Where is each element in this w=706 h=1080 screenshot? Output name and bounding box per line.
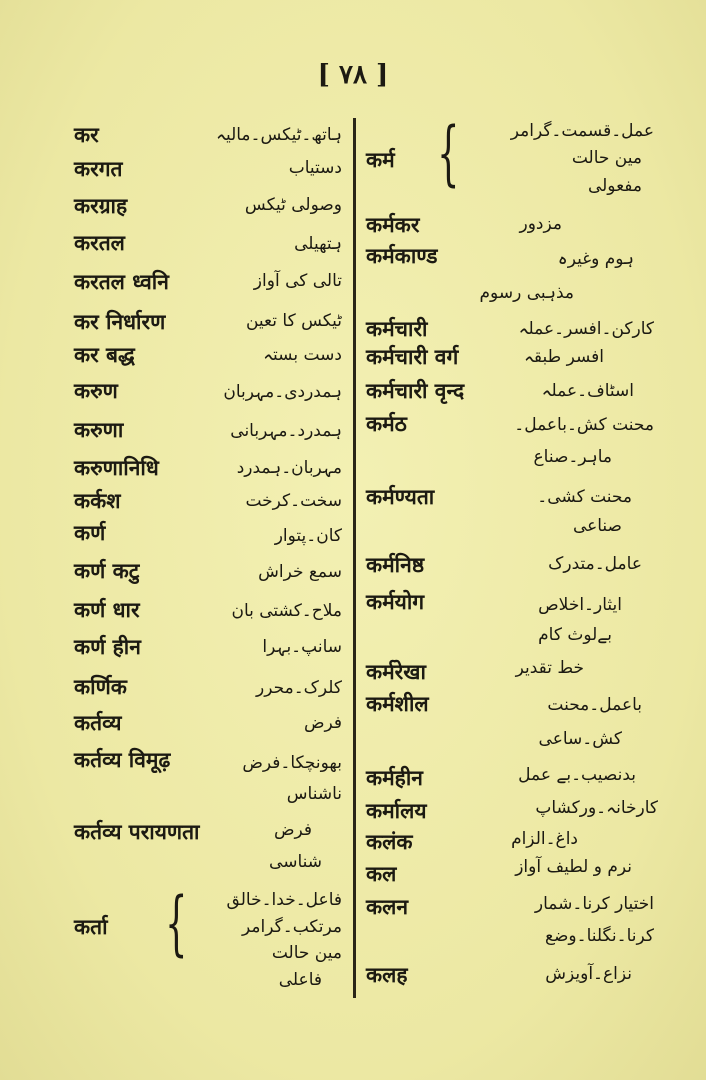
- entry-urdu: محنت کشی۔: [537, 487, 632, 507]
- entry-hindi: कलन: [366, 895, 409, 919]
- entry-urdu: سخت۔کرخت: [245, 491, 342, 511]
- entry-urdu: ہتھیلی: [294, 234, 342, 254]
- entry-urdu-continued: مذہبی رسوم: [479, 283, 574, 303]
- entry-urdu: کارکن۔افسر۔عملہ: [518, 319, 654, 339]
- entry-urdu-continued: کرنا۔نگلنا۔وضع: [544, 926, 654, 946]
- entry-urdu: ہمدردی۔مہربان: [223, 382, 342, 402]
- entry-urdu: ہاتھ۔ٹیکس۔مالیہ: [215, 125, 342, 145]
- entry-urdu-continued: مین حالت: [271, 943, 342, 963]
- entry-urdu: مہربان۔ہمدرد: [236, 458, 342, 478]
- entry-urdu: سانپ۔بہرا: [262, 637, 342, 657]
- entry-urdu: تالی کی آواز: [253, 271, 342, 291]
- entry-urdu: نزاع۔آویزش: [545, 964, 632, 984]
- entry-hindi: कर्तव्य परायणता: [74, 820, 200, 844]
- entry-hindi: कर्मठ: [366, 412, 407, 436]
- entry-urdu: داغ۔الزام: [511, 829, 578, 849]
- entry-urdu: اسٹاف۔عملہ: [541, 381, 634, 401]
- grouping-brace: {: [437, 112, 460, 194]
- column-divider: [353, 118, 356, 998]
- entry-hindi: करुणा: [74, 418, 124, 442]
- entry-urdu: دست بستہ: [263, 345, 342, 365]
- entry-urdu: مزدور: [519, 214, 562, 234]
- entry-hindi: कर्मयोग: [366, 590, 425, 614]
- entry-urdu: کان۔پتوار: [274, 526, 342, 546]
- grouping-brace: {: [165, 882, 188, 964]
- entry-hindi: कर्मचारी: [366, 317, 428, 341]
- entry-urdu-continued: ناشناس: [286, 784, 342, 804]
- entry-urdu: محنت کش۔باعمل۔: [514, 415, 654, 435]
- entry-urdu: کلرک۔محرر: [256, 678, 342, 698]
- entry-urdu-continued: فاعلی: [278, 970, 322, 990]
- entry-urdu-continued: شناسی: [269, 852, 322, 872]
- entry-hindi: करग्राह: [74, 194, 128, 218]
- entry-hindi: कर्ता: [74, 915, 108, 939]
- entry-urdu: باعمل۔محنت: [547, 695, 642, 715]
- entry-urdu: دستیاب: [288, 158, 342, 178]
- entry-hindi: कर्मण्यता: [366, 485, 435, 509]
- entry-hindi: कर्मशील: [366, 692, 429, 716]
- entry-urdu: ہوم وغیرہ: [557, 249, 634, 269]
- entry-hindi: कलंक: [366, 830, 413, 854]
- entry-hindi: करुणानिधि: [74, 456, 159, 480]
- entry-hindi: कर्मरेखा: [366, 660, 426, 684]
- entry-hindi: कर्मचारी वर्ग: [366, 345, 459, 369]
- entry-hindi: कर्तव्य विमूढ़: [74, 748, 171, 772]
- entry-urdu: عمل۔قسمت۔گرامر: [510, 121, 654, 141]
- entry-urdu: وصولی ٹیکس: [244, 195, 342, 215]
- entry-hindi: करुण: [74, 379, 118, 403]
- entry-urdu: کارخانہ۔ورکشاپ: [535, 798, 658, 818]
- entry-hindi: कर्तव्य: [74, 711, 122, 735]
- entry-urdu: ہمدرد۔مہربانی: [230, 421, 342, 441]
- entry-hindi: कर निर्धारण: [74, 310, 166, 334]
- entry-urdu-continued: صناعی: [572, 516, 622, 536]
- entry-urdu-continued: مرتکب۔گرامر: [242, 917, 342, 937]
- entry-hindi: कर्कश: [74, 489, 121, 513]
- entry-urdu: اختیار کرنا۔شمار: [534, 894, 654, 914]
- entry-hindi: करतल: [74, 231, 125, 255]
- entry-hindi: कर्णिक: [74, 675, 127, 699]
- entry-urdu: سمع خراش: [258, 562, 342, 582]
- entry-hindi: कर्मकाण्ड: [366, 244, 438, 268]
- entry-hindi: कर्मनिष्ठ: [366, 553, 425, 577]
- entry-urdu-continued: مفعولی: [587, 176, 642, 196]
- entry-urdu: بھونچکا۔فرض: [242, 753, 342, 773]
- entry-hindi: कर्ण हीन: [74, 635, 141, 659]
- entry-urdu: عامل۔متدرک: [548, 554, 642, 574]
- entry-hindi: कर्मालय: [366, 799, 427, 823]
- entry-hindi: कर्ण धार: [74, 598, 140, 622]
- entry-urdu: فاعل۔خدا۔خالق: [226, 890, 342, 910]
- entry-hindi: कर्ण: [74, 521, 106, 545]
- entry-urdu: نرم و لطیف آواز: [515, 857, 632, 877]
- entry-urdu-continued: مین حالت: [571, 148, 642, 168]
- entry-urdu: خط تقدیر: [515, 658, 584, 678]
- entry-urdu-continued: کش۔ساعی: [538, 729, 622, 749]
- entry-urdu: ٹیکس کا تعین: [245, 311, 342, 331]
- entry-hindi: कर्मकर: [366, 213, 420, 237]
- entry-hindi: कर्मचारी वृन्द: [366, 379, 465, 403]
- entry-urdu: فرض: [303, 713, 342, 733]
- entry-hindi: कर्महीन: [366, 766, 423, 790]
- entry-hindi: कर्ण कटु: [74, 559, 140, 583]
- entry-urdu: افسر طبقہ: [523, 347, 604, 367]
- entry-hindi: कर्म: [366, 148, 395, 172]
- entry-hindi: कलह: [366, 963, 408, 987]
- entry-hindi: कर: [74, 123, 99, 147]
- entry-hindi: करतल ध्वनि: [74, 270, 169, 294]
- entry-urdu: فرض: [273, 820, 312, 840]
- entry-urdu-continued: بےلوث کام: [538, 625, 612, 645]
- page-number: [ ۷۸ ]: [317, 60, 389, 90]
- entry-urdu: بدنصیب۔بے عمل: [518, 765, 636, 785]
- entry-hindi: करगत: [74, 157, 123, 181]
- entry-hindi: कर बद्ध: [74, 343, 135, 367]
- entry-hindi: कल: [366, 862, 397, 886]
- entry-urdu: ملاح۔کشتی بان: [231, 601, 342, 621]
- entry-urdu: ایثار۔اخلاص: [538, 595, 622, 615]
- entry-urdu-continued: ماہر۔صناع: [533, 447, 612, 467]
